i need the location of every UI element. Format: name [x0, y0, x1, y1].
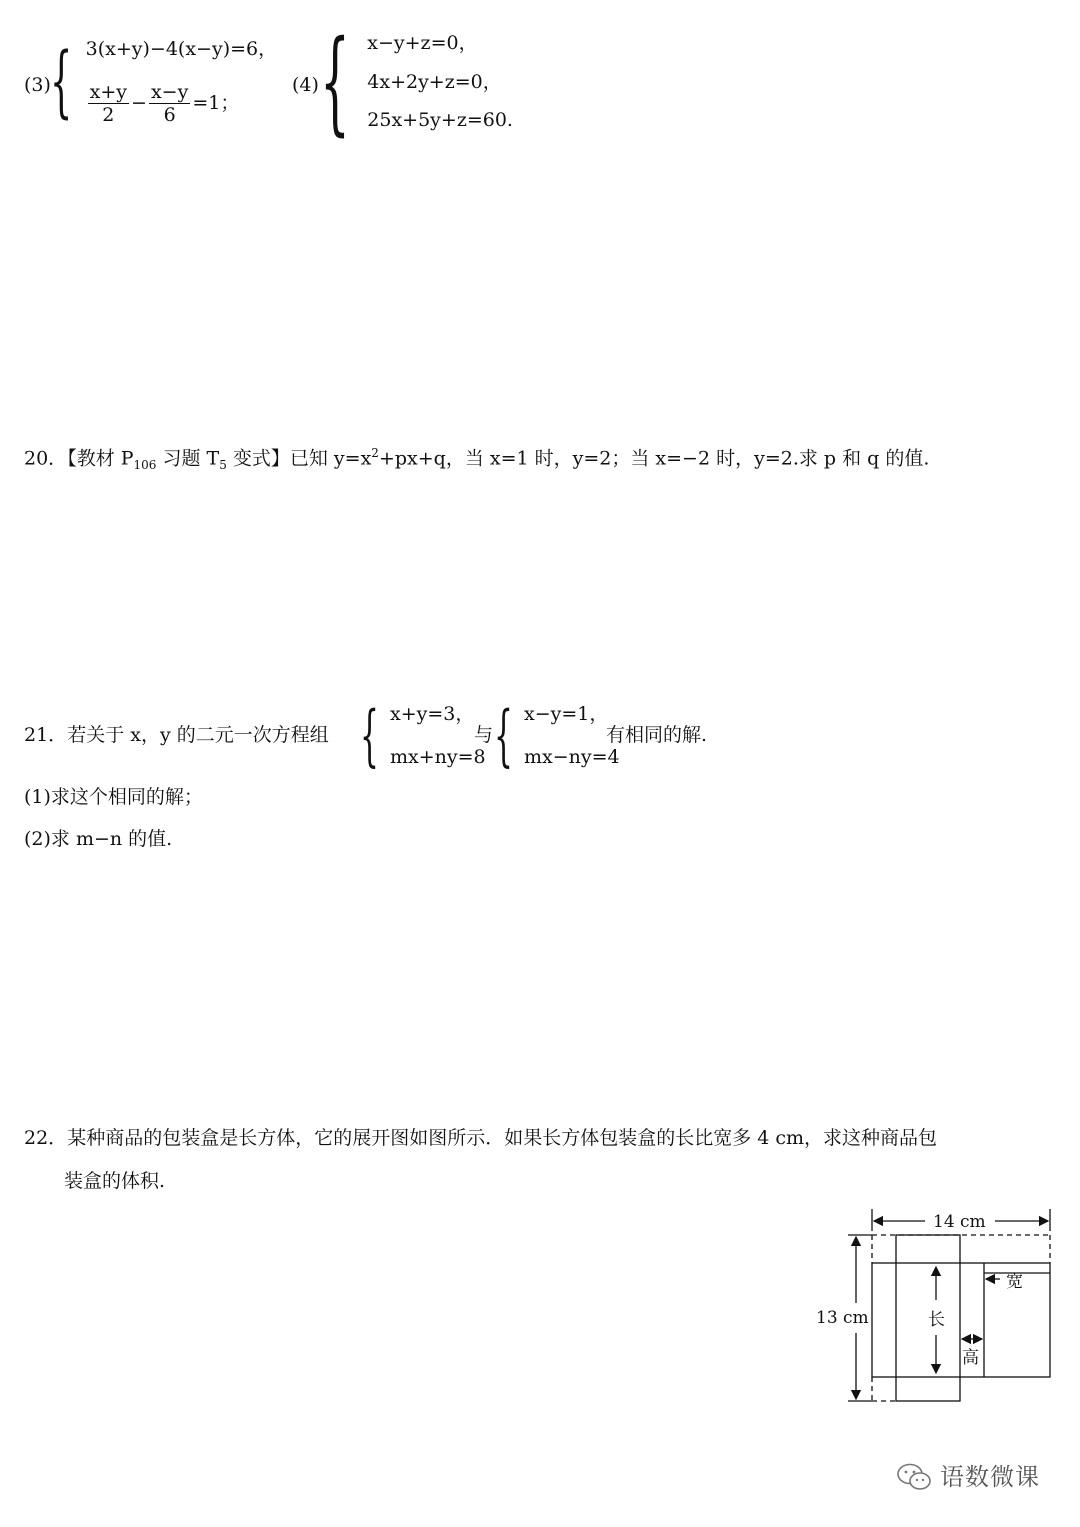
equation-rhs: =1； [192, 92, 240, 115]
fraction-denominator: 2 [102, 104, 115, 127]
q21-part2: (2)求 m−n 的值. [24, 828, 173, 850]
brace-icon: { [360, 697, 379, 774]
fraction-numerator: x+y [89, 81, 128, 104]
textbook-tag: 习题 T [156, 447, 220, 470]
label-13cm: 13 cm [816, 1308, 869, 1328]
q21-outro: 有相同的解. [606, 724, 708, 746]
page-subscript: 106 [133, 458, 157, 473]
question-number: 20． [24, 447, 68, 470]
wechat-icon [896, 1462, 932, 1492]
label-length: 长 [928, 1310, 945, 1330]
q19-part3-eq2 [86, 82, 278, 126]
q21-intro [24, 724, 329, 747]
label-14cm: 14 cm [933, 1212, 986, 1232]
q19-part4-eq1: x−y+z=0， [367, 32, 478, 54]
q19-part3-system [50, 36, 277, 128]
exercise-subscript: 5 [219, 458, 227, 473]
q22-line2: 装盒的体积. [64, 1170, 166, 1192]
question-text: +px+q，当 x=1 时，y=2；当 x=−2 时，y=2.求 p 和 q 的值. [378, 447, 930, 470]
q21-part1: (1)求这个相同的解； [24, 786, 203, 808]
question-number: 22． [24, 1127, 68, 1149]
q19-part4-eq3: 25x+5y+z=60. [367, 109, 513, 132]
question-text: 某种商品的包装盒是长方体，它的展开图如图所示．如果长方体包装盒的长比宽多 4 cm，求这种商品包 [67, 1127, 938, 1149]
watermark [896, 1462, 1040, 1492]
brace-icon: { [494, 697, 513, 774]
net-main-strip [872, 1263, 1050, 1377]
watermark-text: 语数微课 [940, 1462, 1040, 1491]
box-net-figure [810, 1205, 1060, 1410]
q21-joiner: 与 [474, 724, 494, 746]
q21-system-1 [360, 697, 486, 774]
q19-part3-eq1: 3(x+y)−4(x−y)=6， [85, 38, 278, 60]
fraction-denominator: 6 [163, 104, 176, 127]
q21-sys2-eq1: x−y=1， [524, 703, 609, 725]
q19-part3-label: (3) [24, 74, 51, 96]
brace-icon: { [50, 37, 73, 127]
q19-part4-label: (4) [292, 74, 319, 96]
question-text: 已知 y=x [289, 447, 372, 470]
question-text: 若关于 x，y 的二元一次方程组 [67, 724, 329, 746]
q19-part4-eq2: 4x+2y+z=0， [367, 70, 502, 93]
q21-sys1-eq1: x+y=3， [390, 703, 475, 725]
q21-sys1-eq2: mx+ny=8 [390, 746, 486, 769]
question-number: 21． [24, 724, 68, 746]
q20-text [24, 446, 929, 473]
exponent: 2 [371, 446, 379, 460]
q21-sys2-eq2: mx−ny=4 [524, 746, 620, 769]
textbook-tag: 变式】 [226, 447, 290, 470]
fraction-numerator: x−y [150, 81, 189, 104]
label-height: 高 [962, 1348, 979, 1368]
q22-line1 [24, 1127, 937, 1150]
minus-sign: − [131, 92, 147, 115]
label-width: 宽 [1006, 1272, 1023, 1292]
q21-system-2 [494, 697, 620, 774]
brace-icon: { [320, 17, 350, 147]
q19-part4-system [320, 17, 513, 147]
textbook-tag: 【教材 P [67, 447, 134, 470]
